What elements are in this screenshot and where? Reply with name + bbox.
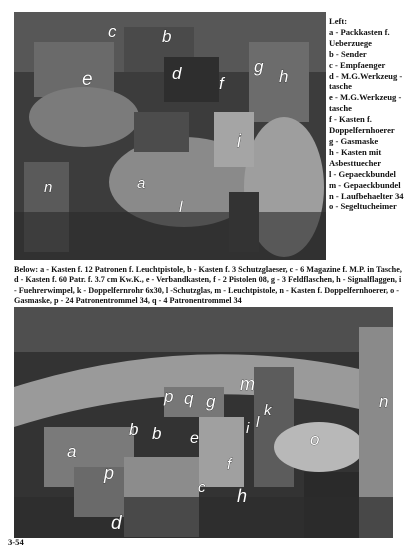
top-label: f: [219, 74, 224, 93]
bottom-label: p: [104, 463, 115, 483]
bottom-label: g: [206, 392, 216, 411]
legend-item: m - Gepaeckbundel: [329, 179, 401, 190]
bottom-label: m: [240, 374, 255, 394]
top-label: b: [162, 27, 172, 46]
legend-title: Left:: [329, 16, 348, 26]
bottom-label: b: [129, 420, 139, 439]
top-label: e: [82, 69, 93, 90]
legend-item: a - Packkasten f. Ueberzuege: [329, 26, 390, 48]
legend-item: l - Gepaeckbundel: [329, 168, 396, 179]
bottom-label: p: [164, 387, 174, 406]
top-label: g: [254, 57, 264, 76]
top-label: n: [44, 179, 53, 196]
bottom-photograph: [14, 307, 393, 538]
top-label: d: [172, 64, 182, 83]
bottom-label: i: [246, 420, 250, 437]
bottom-label: l: [256, 414, 260, 431]
photo-legend: [329, 16, 415, 212]
bottom-label: o: [310, 430, 320, 449]
bottom-label: q: [184, 389, 194, 408]
legend-item: o - Segeltucheimer: [329, 201, 397, 212]
bottom-label: f: [227, 456, 232, 473]
bottom-photo-caption: Below: a - Kasten f. 12 Patronen f. Leuchtpistole, b - Kasten f. 3 Schutzglaeser, c - 6 Magazine f. M.P. in Tasche, d - Kasten f. 60 Patr. f. 3.7 cm Kw.K., e - Verbandkasten, f - 2 Pistolen 08, g - 3 Feldflaschen, h - Signalflaggen, i - Fuehrerwimpel, k - Doppelfernrohr 6x30, l -Schutzglas, m - Leuchtpistole, n - Kasten f. Doppelfernhoerer, o - Gasmaske, p - 24 Patronentrommel 34, q - 4 Patronentrommel 34: [14, 265, 402, 306]
top-label: i: [237, 131, 241, 151]
legend-item: b - Sender: [329, 48, 367, 59]
bottom-label: b: [152, 424, 162, 443]
top-label: l: [179, 199, 183, 216]
top-photo-labels: [14, 12, 326, 260]
top-label: a: [137, 175, 146, 192]
top-photograph: [14, 12, 326, 260]
bottom-label: d: [111, 513, 122, 534]
top-label: h: [279, 67, 289, 86]
legend-item: g - Gasmaske: [329, 135, 379, 146]
top-label: c: [108, 22, 117, 41]
legend-item: e - M.G.Werkzeug -tasche: [329, 92, 402, 114]
bottom-label: e: [190, 430, 199, 447]
bottom-label: c: [198, 479, 206, 496]
bottom-label: k: [264, 402, 272, 419]
legend-item: d - M.G.Werkzeug -tasche: [329, 70, 403, 92]
legend-item: n - Laufbehaelter 34: [329, 190, 404, 201]
page-number: 3-54: [8, 537, 24, 547]
legend-item: c - Empfaenger: [329, 59, 386, 70]
legend-item: f - Kasten f. Doppelfernhoerer: [329, 114, 395, 136]
bottom-label: a: [67, 442, 77, 461]
bottom-label: h: [237, 486, 248, 506]
bottom-label: n: [379, 392, 389, 411]
legend-item: h - Kasten mit Asbesttuecher: [329, 146, 382, 168]
bottom-photo-labels: [14, 307, 393, 538]
